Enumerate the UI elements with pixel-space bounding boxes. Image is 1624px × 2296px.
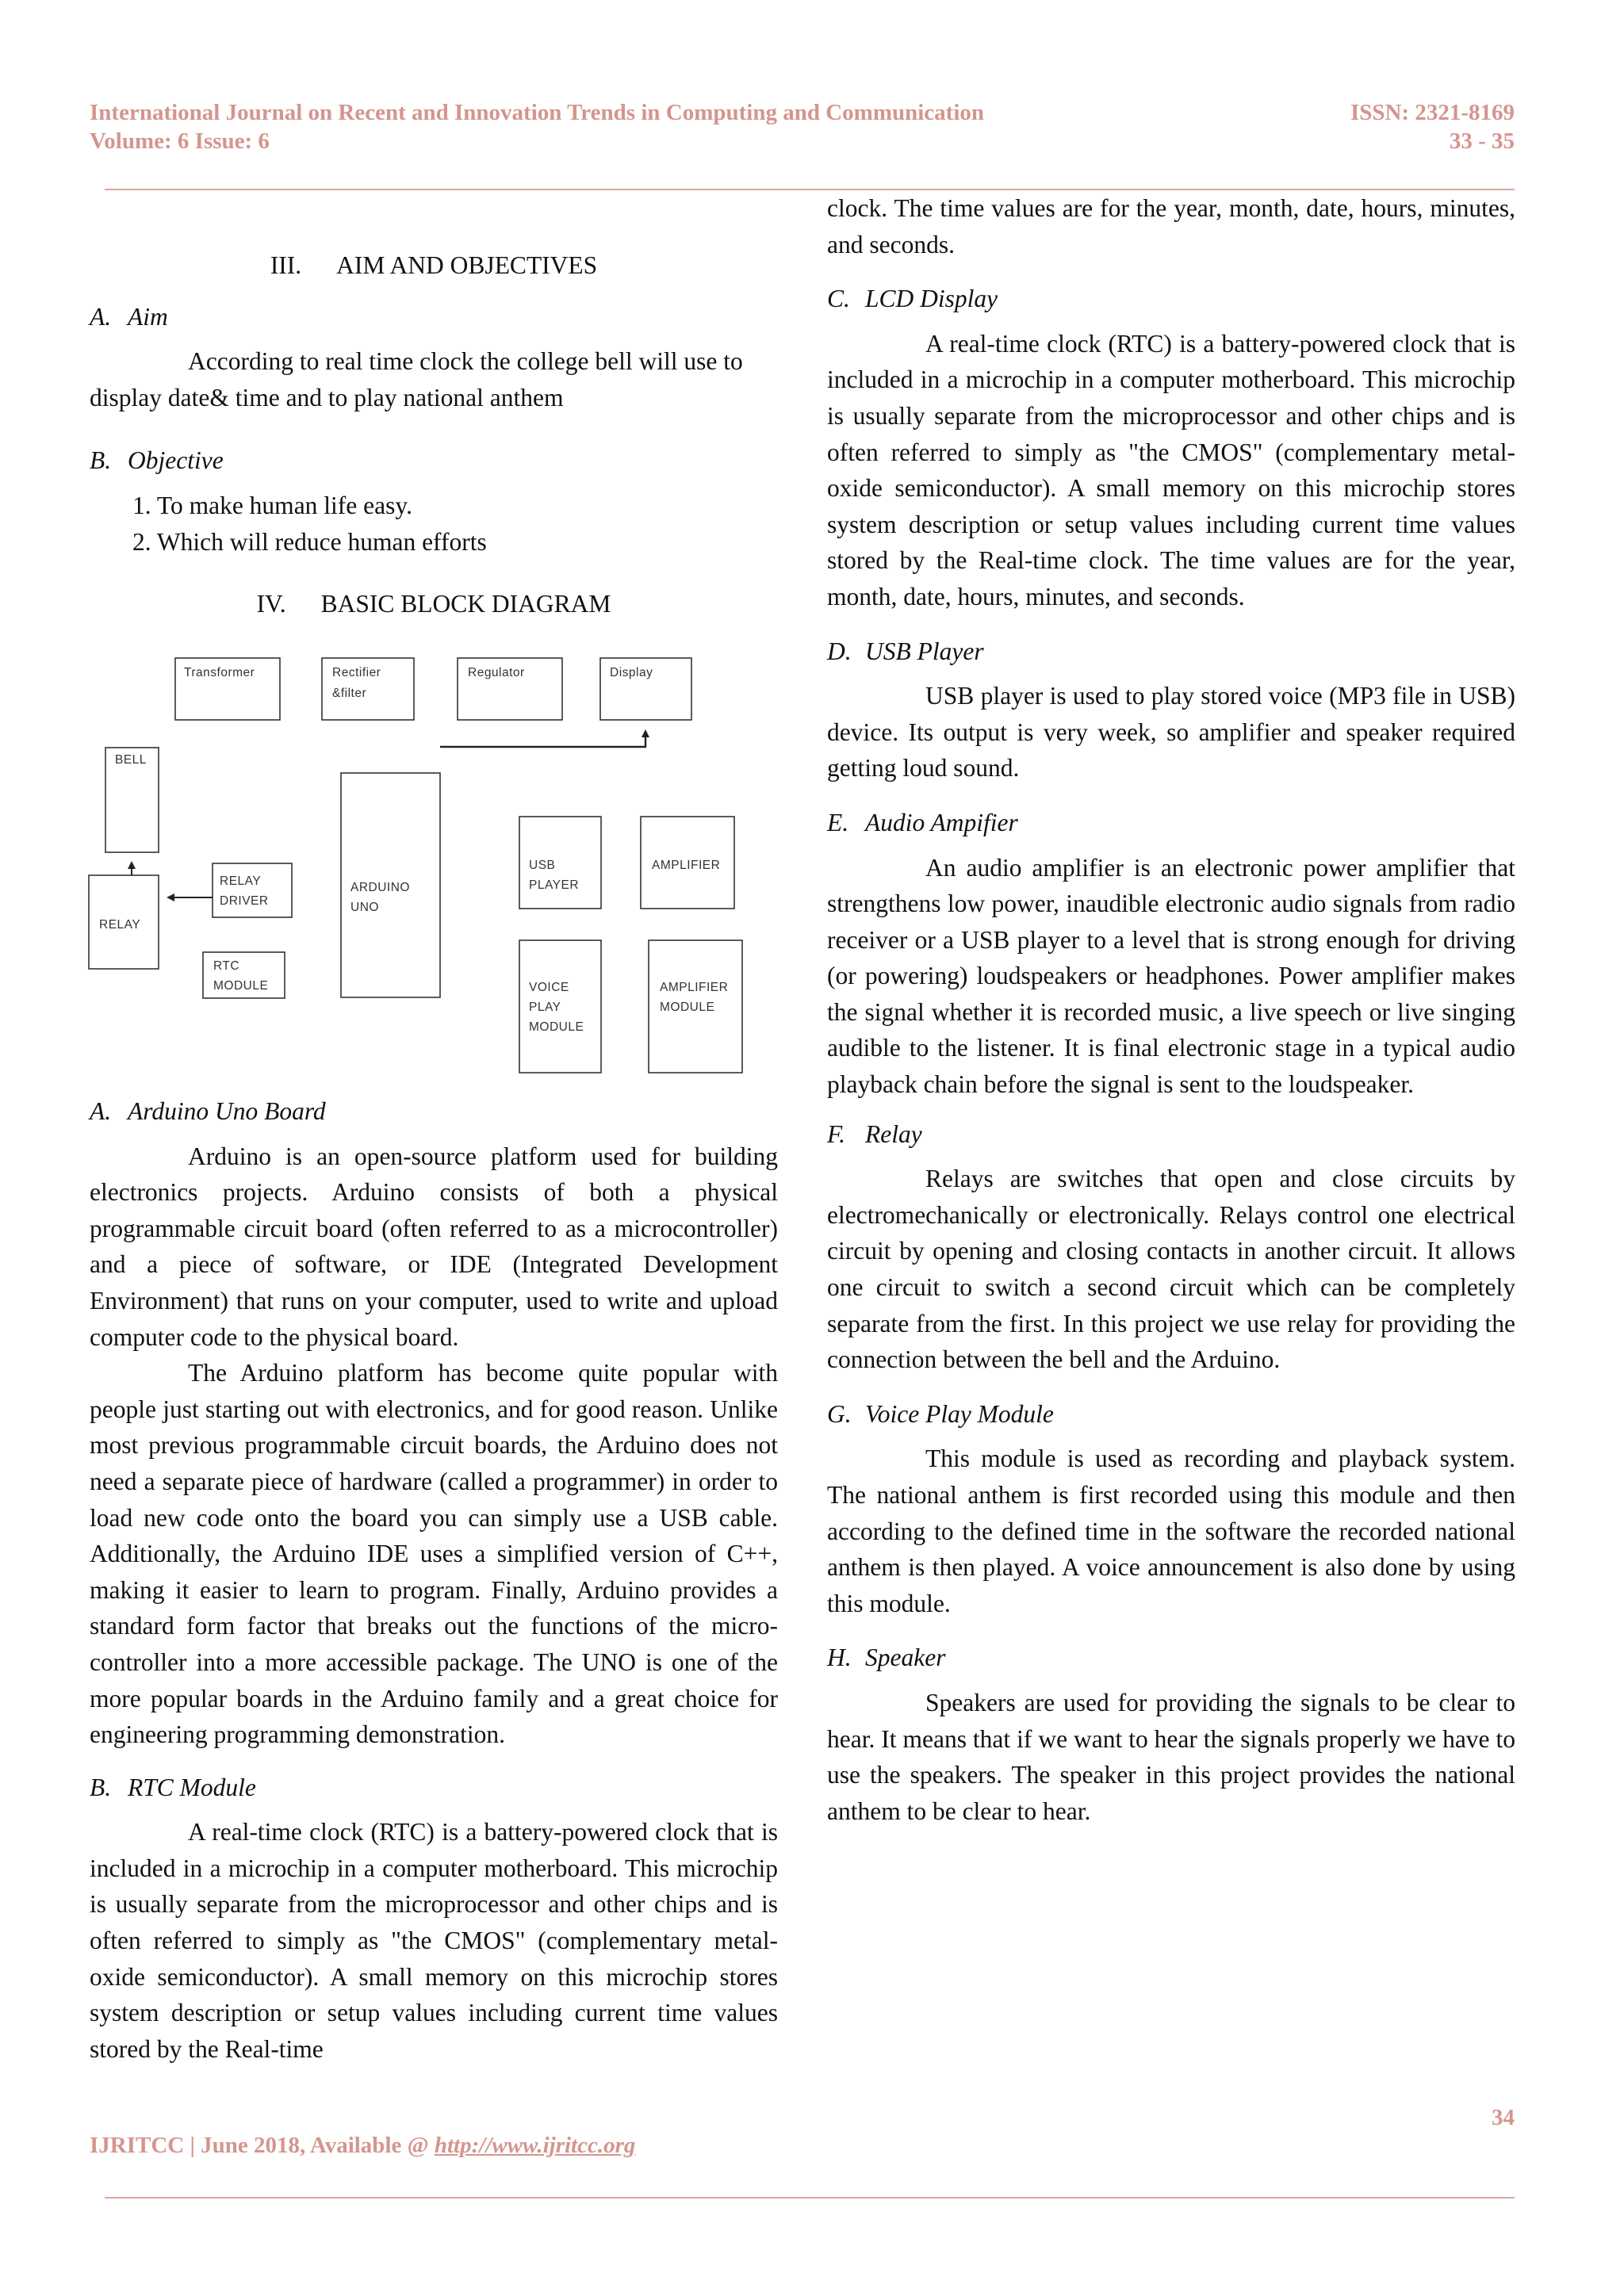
footer-rule [105,2197,1515,2198]
subsection-heading-rtc: B. RTC Module [90,1773,256,1801]
diagram-label: RELAY [220,874,262,888]
paragraph-lcd: A real-time clock (RTC) is a battery-powered clock that is included in a microchip in a computer motherboard. This microchip is usually separate from the microprocessor and other chips and is often referred to simply as "the CMOS" (complementary metal-oxide semiconductor). A small memory on this microchip stores system description or setup values including current time values stored by the Real-time clock. The time values are for the year, month, date, hours, minutes, and seconds. [827,329,1515,610]
journal-title: International Journal on Recent and Innovation Trends in Computing and Communication [90,100,984,125]
subsection-heading-voice: G. Voice Play Module [827,1399,1054,1428]
list-item: 1. To make human life easy. [132,491,412,519]
subsection-heading-lcd: C. LCD Display [827,285,998,313]
arduino-to-display-arrow [440,731,645,747]
diagram-label: Transformer [184,666,255,679]
footer-text: IJRITCC | June 2018, Available @ [90,2133,435,2158]
diagram-label: RTC [213,959,240,973]
paragraph-voice: This module is used as recording and playback system. The national anthem is first recorded using this module and then according to the defined time in the software the recorded national anthem is then played. A voice announcement is also done by using this module. [827,1445,1515,1617]
diagram-label: USB [529,859,556,872]
issn: ISSN: 2321-8169 [1350,100,1515,125]
diagram-label: MODULE [213,979,269,993]
diagram-label: Rectifier [332,666,381,679]
paragraph-relay: Relays are switches that open and close circuits by electromechanically or electronically. Relays control one electrical circuit by opening and closing contacts in another circuit. It allows one circuit to switch a second circuit which can be completely separate from the first. In this project we use relay for providing the connection between the bell and the Arduino. [827,1165,1515,1374]
diagram-label: DRIVER [220,894,269,908]
section-heading-block-diagram: IV. BASIC BLOCK DIAGRAM [256,590,611,618]
subsection-heading-arduino: A. Arduino Uno Board [90,1097,326,1125]
diagram-label: &filter [332,687,367,700]
page-range: 33 - 35 [1449,128,1515,154]
left-column-bottom [90,1093,778,2067]
diagram-label: MODULE [660,1001,715,1014]
diagram-label: Display [610,666,653,679]
diagram-label: UNO [350,901,379,914]
diagram-label: ARDUINO [350,881,410,894]
paragraph-usb: USB player is used to play stored voice (MP3 file in USB) device. Its output is very week, so amplifier and speaker required getting loud sound. [827,682,1515,783]
section-heading-aim: III. AIM AND OBJECTIVES [270,251,598,279]
paragraph-audio: An audio amplifier is an electronic power amplifier that strengthens low power, inaudible electronic audio signals from radio receiver or a USB player to a level that is strong enough for driving (or powering) loudspeakers or headphones. Power amplifier makes the signal whether it is recorded music, a live speech or live singing audible to the listener. It is final electronic stage in a typical audio playback chain before the signal is sent to the loudspeaker. [827,853,1515,1099]
paragraph-speaker: Speakers are used for providing the signals to be clear to hear. It means that if we want to hear the signals properly we have to use the speakers. The speaker in this project provides the national anthem to be clear to hear. [827,1688,1515,1825]
subsection-heading-objective: B. Objective [90,446,224,475]
paragraph-continued: clock. The time values are for the year, month, date, hours, minutes, and seconds. [827,194,1515,258]
diagram-label: VOICE [529,981,569,994]
volume-issue: Volume: 6 Issue: 6 [90,128,270,154]
running-header-right [1350,98,1515,155]
journal-link[interactable]: http://www.ijritcc.org [434,2133,636,2158]
right-column [827,190,1515,1829]
block-diagram [86,649,752,1085]
paragraph-aim: According to real time clock the college bell will use to display date& time and to play national anthem [90,347,743,411]
paragraph-rtc: A real-time clock (RTC) is a battery-powered clock that is included in a microchip in a computer motherboard. This microchip is usually separate from the microprocessor and other chips and is often referred to simply as "the CMOS" (complementary metal-oxide semiconductor). A small memory on this microchip stores system description or setup values including current time values stored by the Real-time [90,1818,778,2063]
diagram-label: PLAYER [529,878,580,892]
diagram-label: RELAY [99,918,141,932]
left-column-top [90,247,778,622]
paragraph-arduino-2: The Arduino platform has become quite popular with people just starting out with electronics, and for good reason. Unlike most previous programmable circuit boards, the Arduino does not need a separate piece of hardware (called a programmer) in order to load new code onto the board you can simply use a USB cable. Additionally, the Arduino IDE uses a simplified version of C++, making it easier to learn to program. Finally, Arduino provides a standard form factor that breaks out the functions of the micro-controller into a more accessible package. The UNO is one of the more popular boards in the Arduino family and a great choice for engineering programming demonstration. [90,1359,778,1749]
diagram-label: AMPLIFIER [660,981,729,994]
subsection-heading-aim: A. Aim [90,302,168,331]
page-number: 34 [1492,2105,1515,2130]
paragraph-arduino-1: Arduino is an open-source platform used for building electronics projects. Arduino consists of both a physical programmable circuit board (often referred to as a microcontroller) and a piece of software, or IDE (Integrated Development Environment) that runs on your computer, used to write and upload computer code to the physical board. [90,1142,778,1351]
subsection-heading-audio: E. Audio Ampifier [827,808,1018,836]
list-item: 2. Which will reduce human efforts [132,527,487,556]
relay-driver-block [213,863,292,917]
subsection-heading-usb: D. USB Player [827,637,984,665]
subsection-heading-speaker: H. Speaker [827,1644,946,1672]
diagram-label: AMPLIFIER [652,859,721,872]
subsection-heading-relay: F. Relay [827,1119,922,1148]
diagram-label: BELL [115,753,147,767]
running-header [90,98,984,155]
diagram-label: PLAY [529,1001,561,1014]
diagram-label: MODULE [529,1020,584,1034]
footer [90,2133,635,2159]
diagram-label: Regulator [468,666,525,679]
